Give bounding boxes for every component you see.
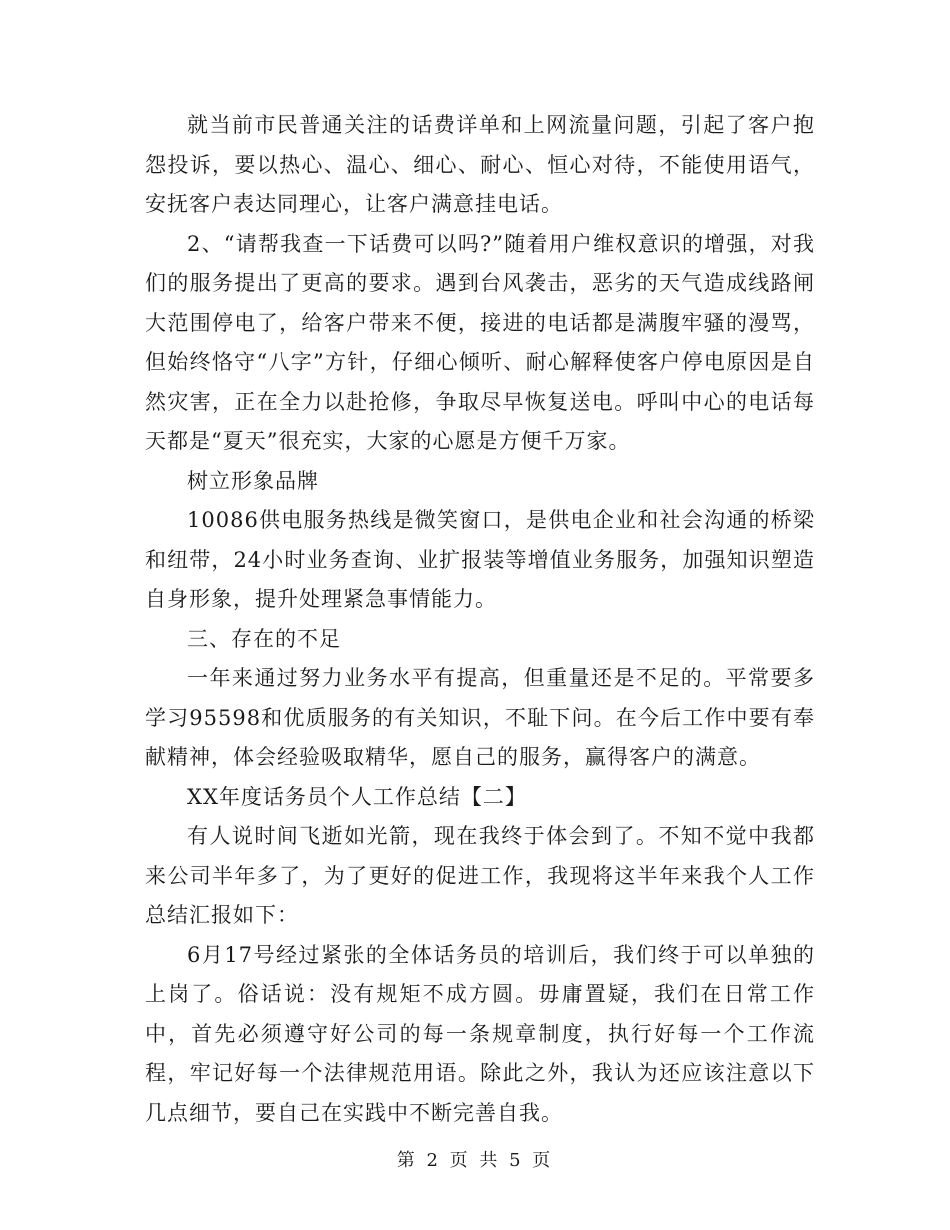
paragraph-complaint-handling: 就当前市民普通关注的话费详单和上网流量问题，引起了客户抱怨投诉，要以热心、温心、细心、耐心、恒心对待，不能使用语气，安抚客户表达同理心，让客户满意挂电话。	[145, 113, 815, 216]
heading-shortcomings: 三、存在的不足	[187, 626, 341, 651]
paragraph-item-2: 2、“请帮我查一下话费可以吗?”随着用户维权意识的增强，对我们的服务提出了更高的要求。遇到台风袭击，恶劣的天气造成线路闸大范围停电了，给客户带来不便，接进的电话都是满腹牢骚的漫骂，但始终恪守“八字”方针，仔细心倾听、耐心解释使客户停电原因是自然灾害，正在全力以赴抢修，争取尽早恢复送电。呼叫中心的电话每天都是“夏天”很充实，大家的心愿是方便千万家。	[145, 231, 815, 453]
page-number: 第 2 页 共 5 页	[396, 1150, 554, 1171]
paragraph-intro: 有人说时间飞逝如光箭，现在我终于体会到了。不知不觉中我都来公司半年多了，为了更好的促进工作，我现将这半年来我个人工作总结汇报如下：	[145, 824, 815, 927]
paragraph-shortcomings: 一年来通过努力业务水平有提高，但重量还是不足的。平常要多学习95598和优质服务的有关知识，不耻下问。在今后工作中要有奉献精神，体会经验吸取精华，愿自己的服务，赢得客户的满意。	[145, 666, 815, 769]
paragraph-training: 6月17号经过紧张的全体话务员的培训后，我们终于可以单独的上岗了。俗话说：没有规矩不成方圆。毋庸置疑，我们在日常工作中，首先必须遵守好公司的每一条规章制度，执行好每一个工作流程，牢记好每一个法律规范用语。除此之外，我认为还应该注意以下几点细节，要自己在实践中不断完善自我。	[145, 942, 815, 1125]
paragraph-hotline: 10086供电服务热线是微笑窗口，是供电企业和社会沟通的桥梁和纽带，24小时业务查询、业扩报装等增值业务服务，加强知识塑造自身形象，提升处理紧急事情能力。	[145, 508, 815, 611]
heading-brand-image: 树立形象品牌	[187, 468, 319, 493]
heading-summary-2: XX年度话务员个人工作总结【二】	[187, 784, 527, 809]
document-body	[145, 106, 815, 1133]
